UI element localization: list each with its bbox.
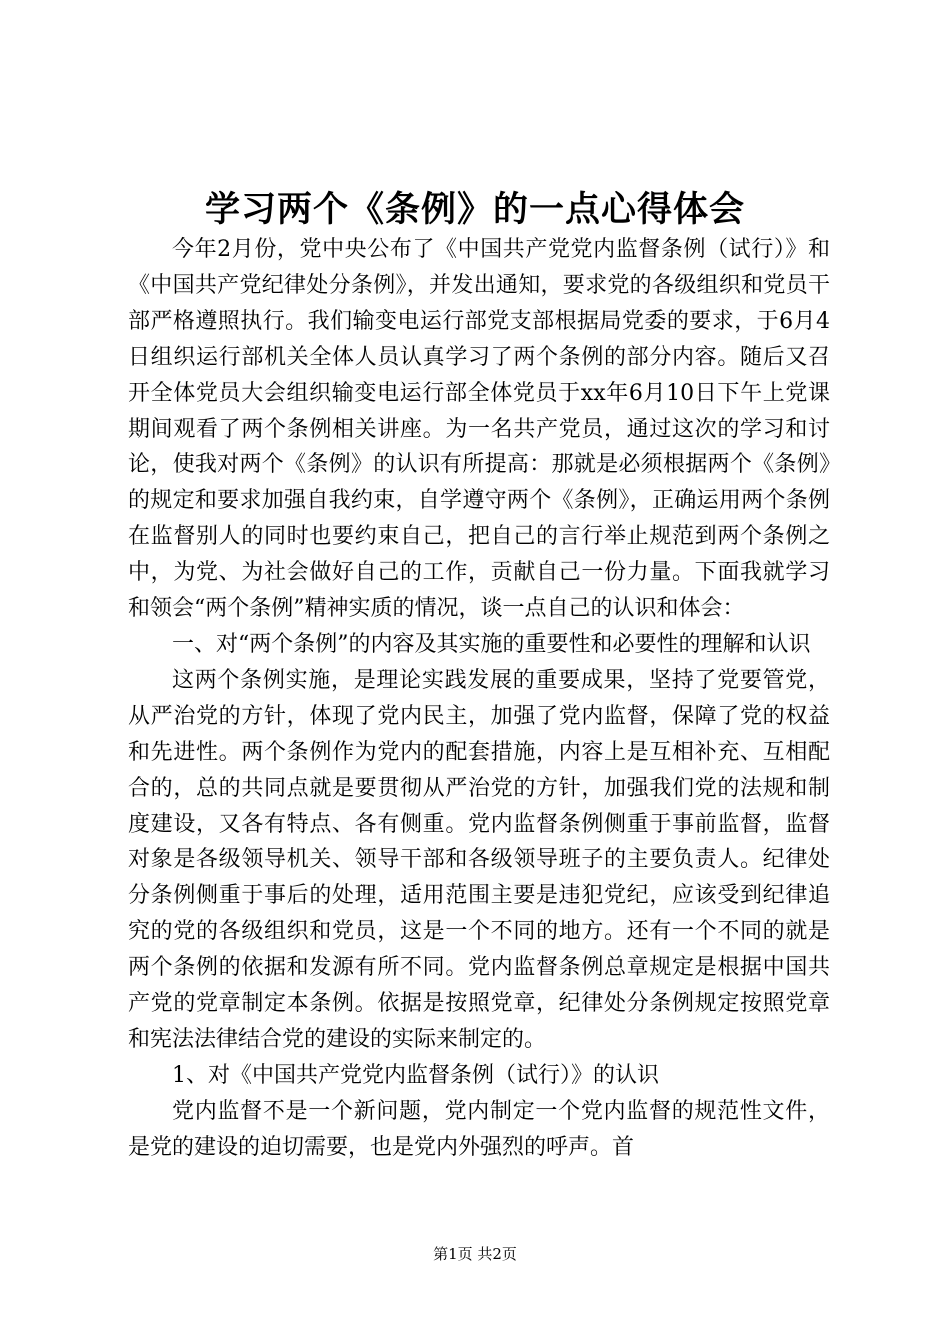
paragraph-section-1: 这两个条例实施，是理论实践发展的重要成果，坚持了党要管党，从严治党的方针，体现了党内民主，加强了党内监督，保障了党的权益和先进性。两个条例作为党内的配套措施，内容上是互相补充、互相配合的，总的共同点就是要贯彻从严治党的方针，加强我们党的法规和制度建设，又各有特点、各有侧重。党内监督条例侧重于事前监督，监督对象是各级领导机关、领导干部和各级领导班子的主要负责人。纪律处分条例侧重于事后的处理，适用范围主要是违犯党纪，应该受到纪律追究的党的各级组织和党员，这是一个不同的地方。还有一个不同的就是两个条例的依据和发源有所不同。党内监督条例总章规定是根据中国共产党的党章制定本条例。依据是按照党章，纪律处分条例规定按照党章和宪法法律结合党的建设的实际来制定的。 xyxy=(128,667,830,1052)
section-heading-1: 一、对“两个条例”的内容及其实施的重要性和必要性的理解和认识 xyxy=(172,631,811,657)
page-number-footer: 第1页 共2页 xyxy=(433,1245,517,1263)
subsection-heading-1: 1、对《中国共产党党内监督条例（试行）》的认识 xyxy=(172,1062,659,1088)
document-body xyxy=(128,232,830,1166)
document-title: 学习两个《条例》的一点心得体会 xyxy=(204,189,745,230)
paragraph-subsection-1: 党内监督不是一个新问题，党内制定一个党内监督的规范性文件，是党的建设的迫切需要，也是党内外强烈的呼声。首 xyxy=(128,1098,830,1160)
paragraph-intro: 今年2月份，党中央公布了《中国共产党党内监督条例（试行）》和《中国共产党纪律处分条例》，并发出通知，要求党的各级组织和党员干部严格遵照执行。我们输变电运行部党支部根据局党委的要求，于6月4日组织运行部机关全体人员认真学习了两个条例的部分内容。随后又召开全体党员大会组织输变电运行部全体党员于xx年6月10日下午上党课期间观看了两个条例相关讲座。为一名共产党员，通过这次的学习和讨论，使我对两个《条例》的认识有所提高：那就是必须根据两个《条例》的规定和要求加强自我约束，自学遵守两个《条例》，正确运用两个条例在监督别人的同时也要约束自己，把自己的言行举止规范到两个条例之中，为党、为社会做好自己的工作，贡献自己一份力量。下面我就学习和领会“两个条例”精神实质的情况，谈一点自己的认识和体会： xyxy=(128,237,830,622)
